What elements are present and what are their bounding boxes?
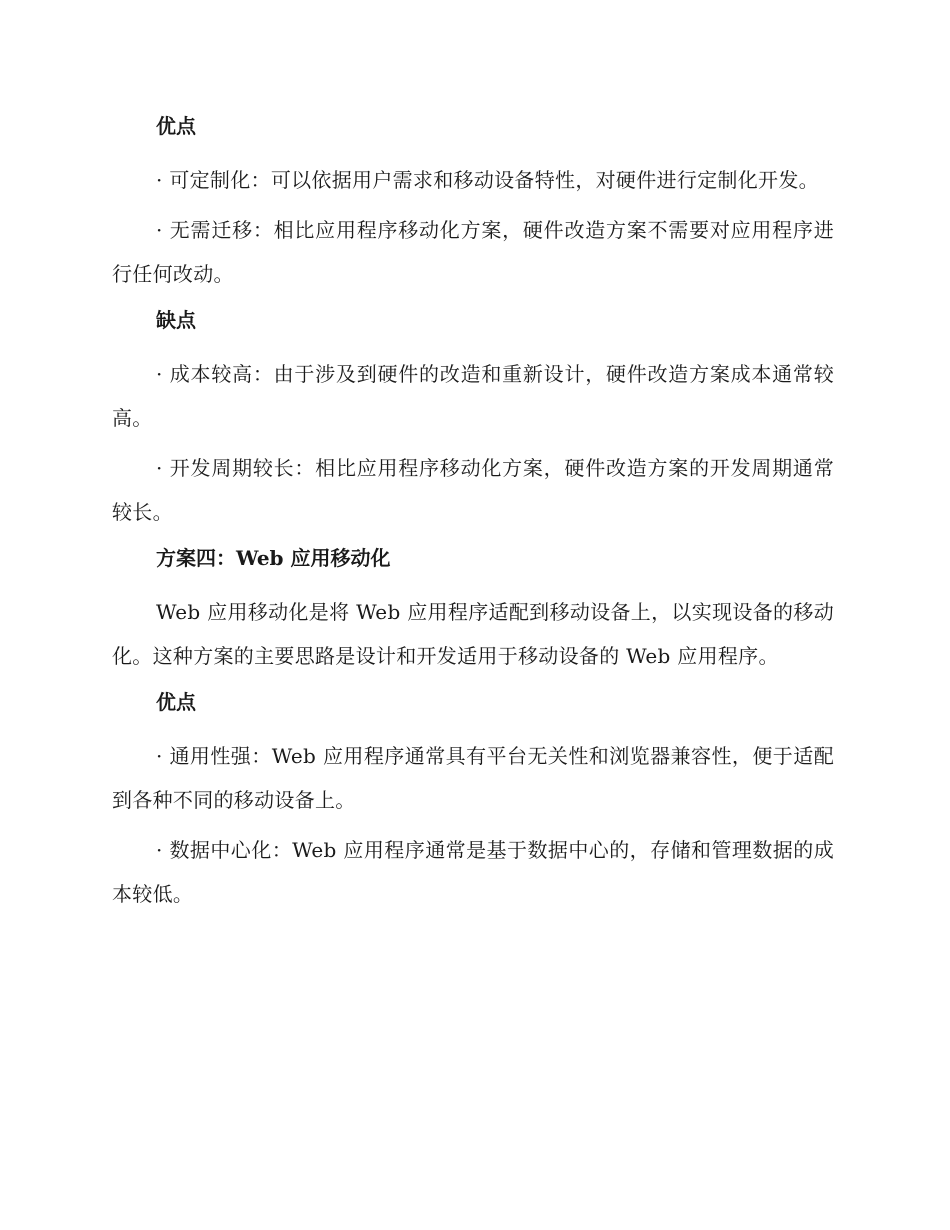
section-heading-advantages-1: 优点: [156, 114, 196, 138]
section-heading-disadvantages: 缺点: [156, 308, 196, 332]
paragraph-customizable: · 可定制化：可以依据用户需求和移动设备特性，对硬件进行定制化开发。: [156, 168, 819, 192]
paragraph-long-dev-cycle: · 开发周期较长：相比应用程序移动化方案，硬件改造方案的开发周期通常较长。: [112, 456, 834, 524]
section-heading-plan-four: 方案四：Web 应用移动化: [156, 546, 391, 570]
document-page: [112, 108, 834, 922]
paragraph-data-centralization: · 数据中心化：Web 应用程序通常是基于数据中心的，存储和管理数据的成本较低。: [112, 838, 834, 906]
section-heading-advantages-2: 优点: [156, 690, 196, 714]
paragraph-web-mobile-intro: Web 应用移动化是将 Web 应用程序适配到移动设备上，以实现设备的移动化。这种方案的主要思路是设计和开发适用于移动设备的 Web 应用程序。: [112, 600, 834, 668]
paragraph-high-cost: · 成本较高：由于涉及到硬件的改造和重新设计，硬件改造方案成本通常较高。: [112, 362, 834, 430]
paragraph-versatility: · 通用性强：Web 应用程序通常具有平台无关性和浏览器兼容性，便于适配到各种不同的移动设备上。: [112, 744, 834, 812]
paragraph-no-migration: · 无需迁移：相比应用程序移动化方案，硬件改造方案不需要对应用程序进行任何改动。: [112, 218, 834, 286]
